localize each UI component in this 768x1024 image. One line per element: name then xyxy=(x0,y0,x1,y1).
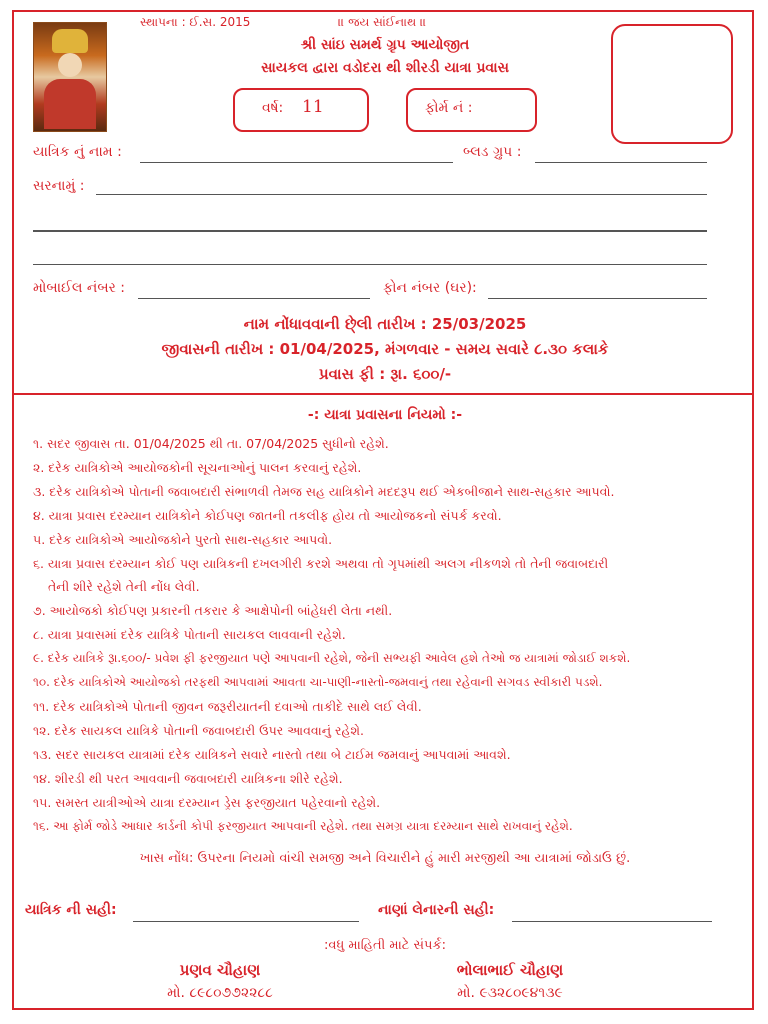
organizer-title: શ્રી સાંઇ સમર્થ ગ્રૃપ આયોજીત xyxy=(300,37,470,53)
rule-11: ૧૧. દરેક યાત્રિકોએ પોતાની જીવન જરૂરીયાતની દવાઓ તાકીદે સાથે લઈ લેવી. xyxy=(33,699,422,714)
registration-deadline: નામ નોંધાવવાની છે્લી તારીખ : 25/03/2025 xyxy=(243,315,527,333)
rule-5: ૫. દરેક યાત્રિકોએ આયોજકોને પુરતો સાથ-સહકાર આપવો. xyxy=(33,532,333,547)
established-text: સ્થાપના : ઈ.સ. 2015 xyxy=(140,15,251,29)
rule-10: ૧૦. દરેક યાત્રિકોએ આયોજકો તરફથી આપવામાં આવતા ચા-પાણી-નાસ્તો-જમવાનું તથા રહેવાની સગવડ સ્વીકારી પડશે. xyxy=(33,675,603,689)
rule-6: ૬. યાત્રા પ્રવાસ દરમ્યાન કોઈ પણ યાત્રિકની દખલગીરી કરશે અથવા તો ગૃપમાંથી અલગ નીકળશે તો તેની જવાબદારી xyxy=(33,556,609,571)
address-field-line-3[interactable] xyxy=(33,264,707,265)
form-number-label: ફોર્મ નં : xyxy=(425,100,473,116)
rule-7: ૭. આયોજકો કોઈપણ પ્રકારની તકરાર કે આક્ષેપોની બાંહેધરી લેતા નથી. xyxy=(33,603,393,618)
receiver-signature-label: નાણાં લેનારની સહી: xyxy=(378,902,495,918)
trip-title: સાયકલ દ્વારા વડોદરા થી શીરડી યાત્રા પ્રવાસ xyxy=(261,60,509,76)
rule-16: ૧૬. આ ફોર્મ જોડે આધાર કાર્ડની કોપી ફરજીયાત આપવાની રહેશે. તથા સમગ્ર યાત્રા દરમ્યાન સાથે રાખવાનું રહેશે. xyxy=(33,819,573,833)
special-note: ખાસ નોંધ: ઉપરના નિયમો વાંચી સમજી અને વિચારીને હું મારી મરજીથી આ યાત્રામાં જોડાઉ છું. xyxy=(139,851,631,866)
fee-info: પ્રવાસ ફી : રૂા. ૬૦૦/- xyxy=(318,365,452,383)
rule-13: ૧૩. સદર સાયકલ યાત્રામાં દરેક યાત્રિકને સવારે નાસ્તો તથા બે ટાઈમ જમવાનું આપવામાં આવશે. xyxy=(33,747,511,762)
photo-placeholder-box xyxy=(611,24,733,144)
contact-name-2: ભોલાભાઈ ચૌહાણ xyxy=(456,961,564,979)
contact-heading: :વધુ માહિતી માટે સંપર્ક: xyxy=(323,938,446,953)
rule-8: ૮. યાત્રા પ્રવાસમાં દરેક યાત્રિકે પોતાની સાયકલ લાવવાની રહેશે. xyxy=(33,627,346,642)
rule-14: ૧૪. શીરડી થી પરત આવવાની જવાબદારી યાત્રિકના શીરે રહેશે. xyxy=(33,771,343,786)
year-box xyxy=(233,88,369,132)
rule-15: ૧૫. સમસ્ત યાત્રીઓએ યાત્રા દરમ્યાન ડ્રેસ ફરજીયાત પહેરવાનો રહેશે. xyxy=(33,795,381,810)
phone-label: ફોન નંબર (ઘર): xyxy=(383,280,477,296)
rule-1: ૧. સદર જીવાસ તા. 01/04/2025 થી તા. 07/04/2025 સુધીનો રહેશે. xyxy=(33,436,389,451)
name-label: યાત્રિક નું નામ : xyxy=(33,144,122,160)
blood-group-label: બ્લડ ગ્રુપ : xyxy=(463,144,522,160)
rule-12: ૧૨. દરેક સાયકલ યાત્રિકે પોતાની જવાબદારી ઉપર આવવાનું રહેશે. xyxy=(33,723,364,738)
rule-6-continued: તેની શીરે રહેશે તેની નોંધ લેવી. xyxy=(48,579,200,594)
address-field-line-1[interactable] xyxy=(96,194,707,195)
contact-phone-2: મો. ૯૩૨૮૦૯૪૧૩૯ xyxy=(457,985,563,1001)
name-field[interactable] xyxy=(140,162,453,163)
traveler-signature-label: યાત્રિક ની સહી: xyxy=(25,902,117,918)
traveler-signature-field[interactable] xyxy=(133,921,359,922)
rule-2: ૨. દરેક યાત્રિકોએ આયોજકોની સૂચનાઓનું પાલન કરવાનું રહેશે. xyxy=(33,460,362,475)
year-label: વર્ષ: xyxy=(262,100,284,116)
departure-info: જીવાસની તારીખ : 01/04/2025, મંગળવાર - સમય સવારે ૮.૩૦ કલાકે xyxy=(161,340,609,358)
section-divider xyxy=(12,393,754,395)
rule-3: ૩. દરેક યાત્રિકોએ પોતાની જવાબદારી સંભાળવી તેમજ સહ યાત્રિકોને મદદરૂપ થઈ એકબીજાને સાથ-સહકાર આપવો. xyxy=(33,484,615,499)
rules-heading: -: યાત્રા પ્રવાસના નિયમો :- xyxy=(307,407,463,423)
mobile-field[interactable] xyxy=(138,298,370,299)
rule-4: ૪. યાત્રા પ્રવાસ દરમ્યાન યાત્રિકોને કોઈપણ જાતની તકલીફ હોય તો આયોજકનો સંપર્ક કરવો. xyxy=(33,508,502,523)
year-value: 11 xyxy=(302,97,324,117)
invocation-text: ॥ જય સાંઈનાથ ॥ xyxy=(338,15,427,29)
contact-name-1: પ્રણવ ચૌહાણ xyxy=(179,961,261,979)
blood-group-field[interactable] xyxy=(535,162,707,163)
rule-9: ૯. દરેક યાત્રિકે રૂા.૬૦૦/- પ્રવેશ ફી ફરજીયાત પણે આપવાની રહેશે, જેની સભ્યફી આવેલ હશે તેઓ જ યાત્રામાં જોડાઈ શકશે. xyxy=(33,651,631,665)
phone-field[interactable] xyxy=(488,298,707,299)
mobile-label: મોબાઈલ નંબર : xyxy=(33,280,125,296)
address-label: સરનામું : xyxy=(33,178,85,194)
sai-baba-photo xyxy=(33,22,107,132)
receiver-signature-field[interactable] xyxy=(512,921,712,922)
address-field-line-2[interactable] xyxy=(33,230,707,232)
contact-phone-1: મો. ૮૯૮૦૭૭૨૨૮૮ xyxy=(167,985,273,1001)
